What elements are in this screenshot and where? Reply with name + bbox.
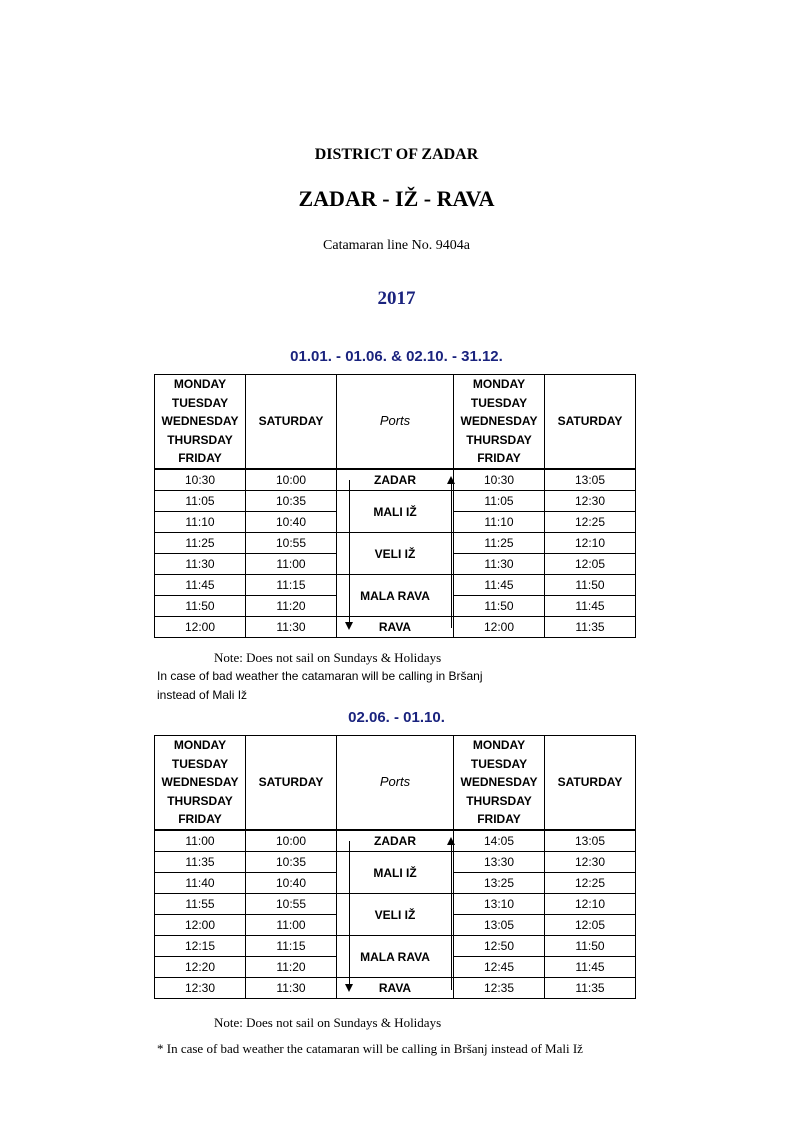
district-title: DISTRICT OF ZADAR — [314, 146, 479, 163]
outbound-arrow-icon — [349, 841, 350, 990]
time-cell: 13:25 — [454, 873, 545, 894]
time-cell: 10:40 — [246, 873, 337, 894]
return-arrow-icon — [451, 478, 452, 628]
time-cell: 11:50 — [454, 596, 545, 617]
time-cell: 12:00 — [155, 915, 246, 936]
period-heading-1: 01.01. - 01.06. & 02.10. - 31.12. — [290, 348, 503, 365]
line-number: Catamaran line No. 9404a — [323, 238, 470, 253]
time-cell: 11:45 — [454, 575, 545, 596]
return-arrow-icon — [451, 839, 452, 990]
time-cell: 10:55 — [246, 533, 337, 554]
header-saturday-return: SATURDAY — [545, 736, 636, 831]
time-cell: 13:30 — [454, 852, 545, 873]
time-cell: 11:10 — [454, 512, 545, 533]
time-cell: 12:30 — [155, 978, 246, 999]
time-cell: 10:30 — [155, 469, 246, 491]
time-cell: 11:30 — [246, 617, 337, 638]
time-cell: 11:05 — [155, 491, 246, 512]
header-saturday: SATURDAY — [246, 375, 337, 470]
port-mali-iz: MALI IŽ — [337, 852, 454, 894]
time-cell: 11:35 — [155, 852, 246, 873]
time-cell: 11:45 — [545, 596, 636, 617]
note-2: Note: Does not sail on Sundays & Holidays — [214, 1015, 442, 1030]
time-cell: 11:50 — [545, 936, 636, 957]
port-zadar: ZADAR — [337, 469, 454, 491]
time-cell: 11:00 — [155, 830, 246, 852]
time-cell: 13:05 — [545, 830, 636, 852]
time-cell: 11:25 — [155, 533, 246, 554]
time-cell: 11:00 — [246, 915, 337, 936]
time-cell: 11:40 — [155, 873, 246, 894]
time-cell: 11:25 — [454, 533, 545, 554]
time-cell: 10:40 — [246, 512, 337, 533]
timetable-2 — [154, 735, 636, 999]
time-cell: 11:30 — [155, 554, 246, 575]
period-heading-2: 02.06. - 01.10. — [348, 709, 445, 726]
time-cell: 11:20 — [246, 957, 337, 978]
time-cell: 12:05 — [545, 554, 636, 575]
time-cell: 12:25 — [545, 873, 636, 894]
time-cell: 12:10 — [545, 533, 636, 554]
time-cell: 11:30 — [454, 554, 545, 575]
port-mala-rava: MALA RAVA — [337, 936, 454, 978]
header-weekdays: MONDAY TUESDAY WEDNESDAY THURSDAY FRIDAY — [155, 736, 246, 831]
header-saturday-return: SATURDAY — [545, 375, 636, 470]
outbound-arrow-icon — [349, 480, 350, 628]
time-cell: 10:55 — [246, 894, 337, 915]
time-cell: 12:30 — [545, 491, 636, 512]
header-weekdays-return: MONDAY TUESDAY WEDNESDAY THURSDAY FRIDAY — [454, 375, 545, 470]
time-cell: 12:35 — [454, 978, 545, 999]
port-rava: RAVA — [337, 978, 454, 999]
time-cell: 11:45 — [545, 957, 636, 978]
header-saturday: SATURDAY — [246, 736, 337, 831]
route-title: ZADAR - IŽ - RAVA — [298, 186, 495, 211]
time-cell: 11:35 — [545, 978, 636, 999]
port-mala-rava: MALA RAVA — [337, 575, 454, 617]
time-cell: 14:05 — [454, 830, 545, 852]
time-cell: 10:30 — [454, 469, 545, 491]
year-heading: 2017 — [377, 288, 416, 309]
weather-note-2: * In case of bad weather the catamaran will be calling in Bršanj instead of Mali Iž — [157, 1041, 583, 1056]
timetable-1 — [154, 374, 636, 638]
header-ports: Ports — [337, 736, 454, 831]
time-cell: 10:00 — [246, 830, 337, 852]
header-weekdays-return: MONDAY TUESDAY WEDNESDAY THURSDAY FRIDAY — [454, 736, 545, 831]
time-cell: 11:10 — [155, 512, 246, 533]
time-cell: 12:15 — [155, 936, 246, 957]
time-cell: 11:50 — [155, 596, 246, 617]
time-cell: 11:20 — [246, 596, 337, 617]
header-weekdays: MONDAY TUESDAY WEDNESDAY THURSDAY FRIDAY — [155, 375, 246, 470]
time-cell: 10:35 — [246, 491, 337, 512]
time-cell: 11:55 — [155, 894, 246, 915]
time-cell: 13:05 — [545, 469, 636, 491]
time-cell: 11:05 — [454, 491, 545, 512]
time-cell: 13:10 — [454, 894, 545, 915]
port-zadar: ZADAR — [337, 830, 454, 852]
time-cell: 10:00 — [246, 469, 337, 491]
time-cell: 12:00 — [454, 617, 545, 638]
time-cell: 12:30 — [545, 852, 636, 873]
time-cell: 13:05 — [454, 915, 545, 936]
weather-note-1b: instead of Mali Iž — [157, 688, 248, 702]
time-cell: 11:00 — [246, 554, 337, 575]
time-cell: 10:35 — [246, 852, 337, 873]
time-cell: 11:35 — [545, 617, 636, 638]
note-1: Note: Does not sail on Sundays & Holidays — [214, 650, 442, 665]
time-cell: 11:45 — [155, 575, 246, 596]
time-cell: 12:25 — [545, 512, 636, 533]
port-veli-iz: VELI IŽ — [337, 533, 454, 575]
time-cell: 11:15 — [246, 936, 337, 957]
time-cell: 12:10 — [545, 894, 636, 915]
time-cell: 12:00 — [155, 617, 246, 638]
time-cell: 11:15 — [246, 575, 337, 596]
weather-note-1a: In case of bad weather the catamaran will be calling in Bršanj — [157, 669, 483, 683]
time-cell: 12:45 — [454, 957, 545, 978]
header-ports: Ports — [337, 375, 454, 470]
time-cell: 11:50 — [545, 575, 636, 596]
time-cell: 12:05 — [545, 915, 636, 936]
port-rava: RAVA — [337, 617, 454, 638]
port-mali-iz: MALI IŽ — [337, 491, 454, 533]
time-cell: 12:20 — [155, 957, 246, 978]
time-cell: 12:50 — [454, 936, 545, 957]
time-cell: 11:30 — [246, 978, 337, 999]
port-veli-iz: VELI IŽ — [337, 894, 454, 936]
